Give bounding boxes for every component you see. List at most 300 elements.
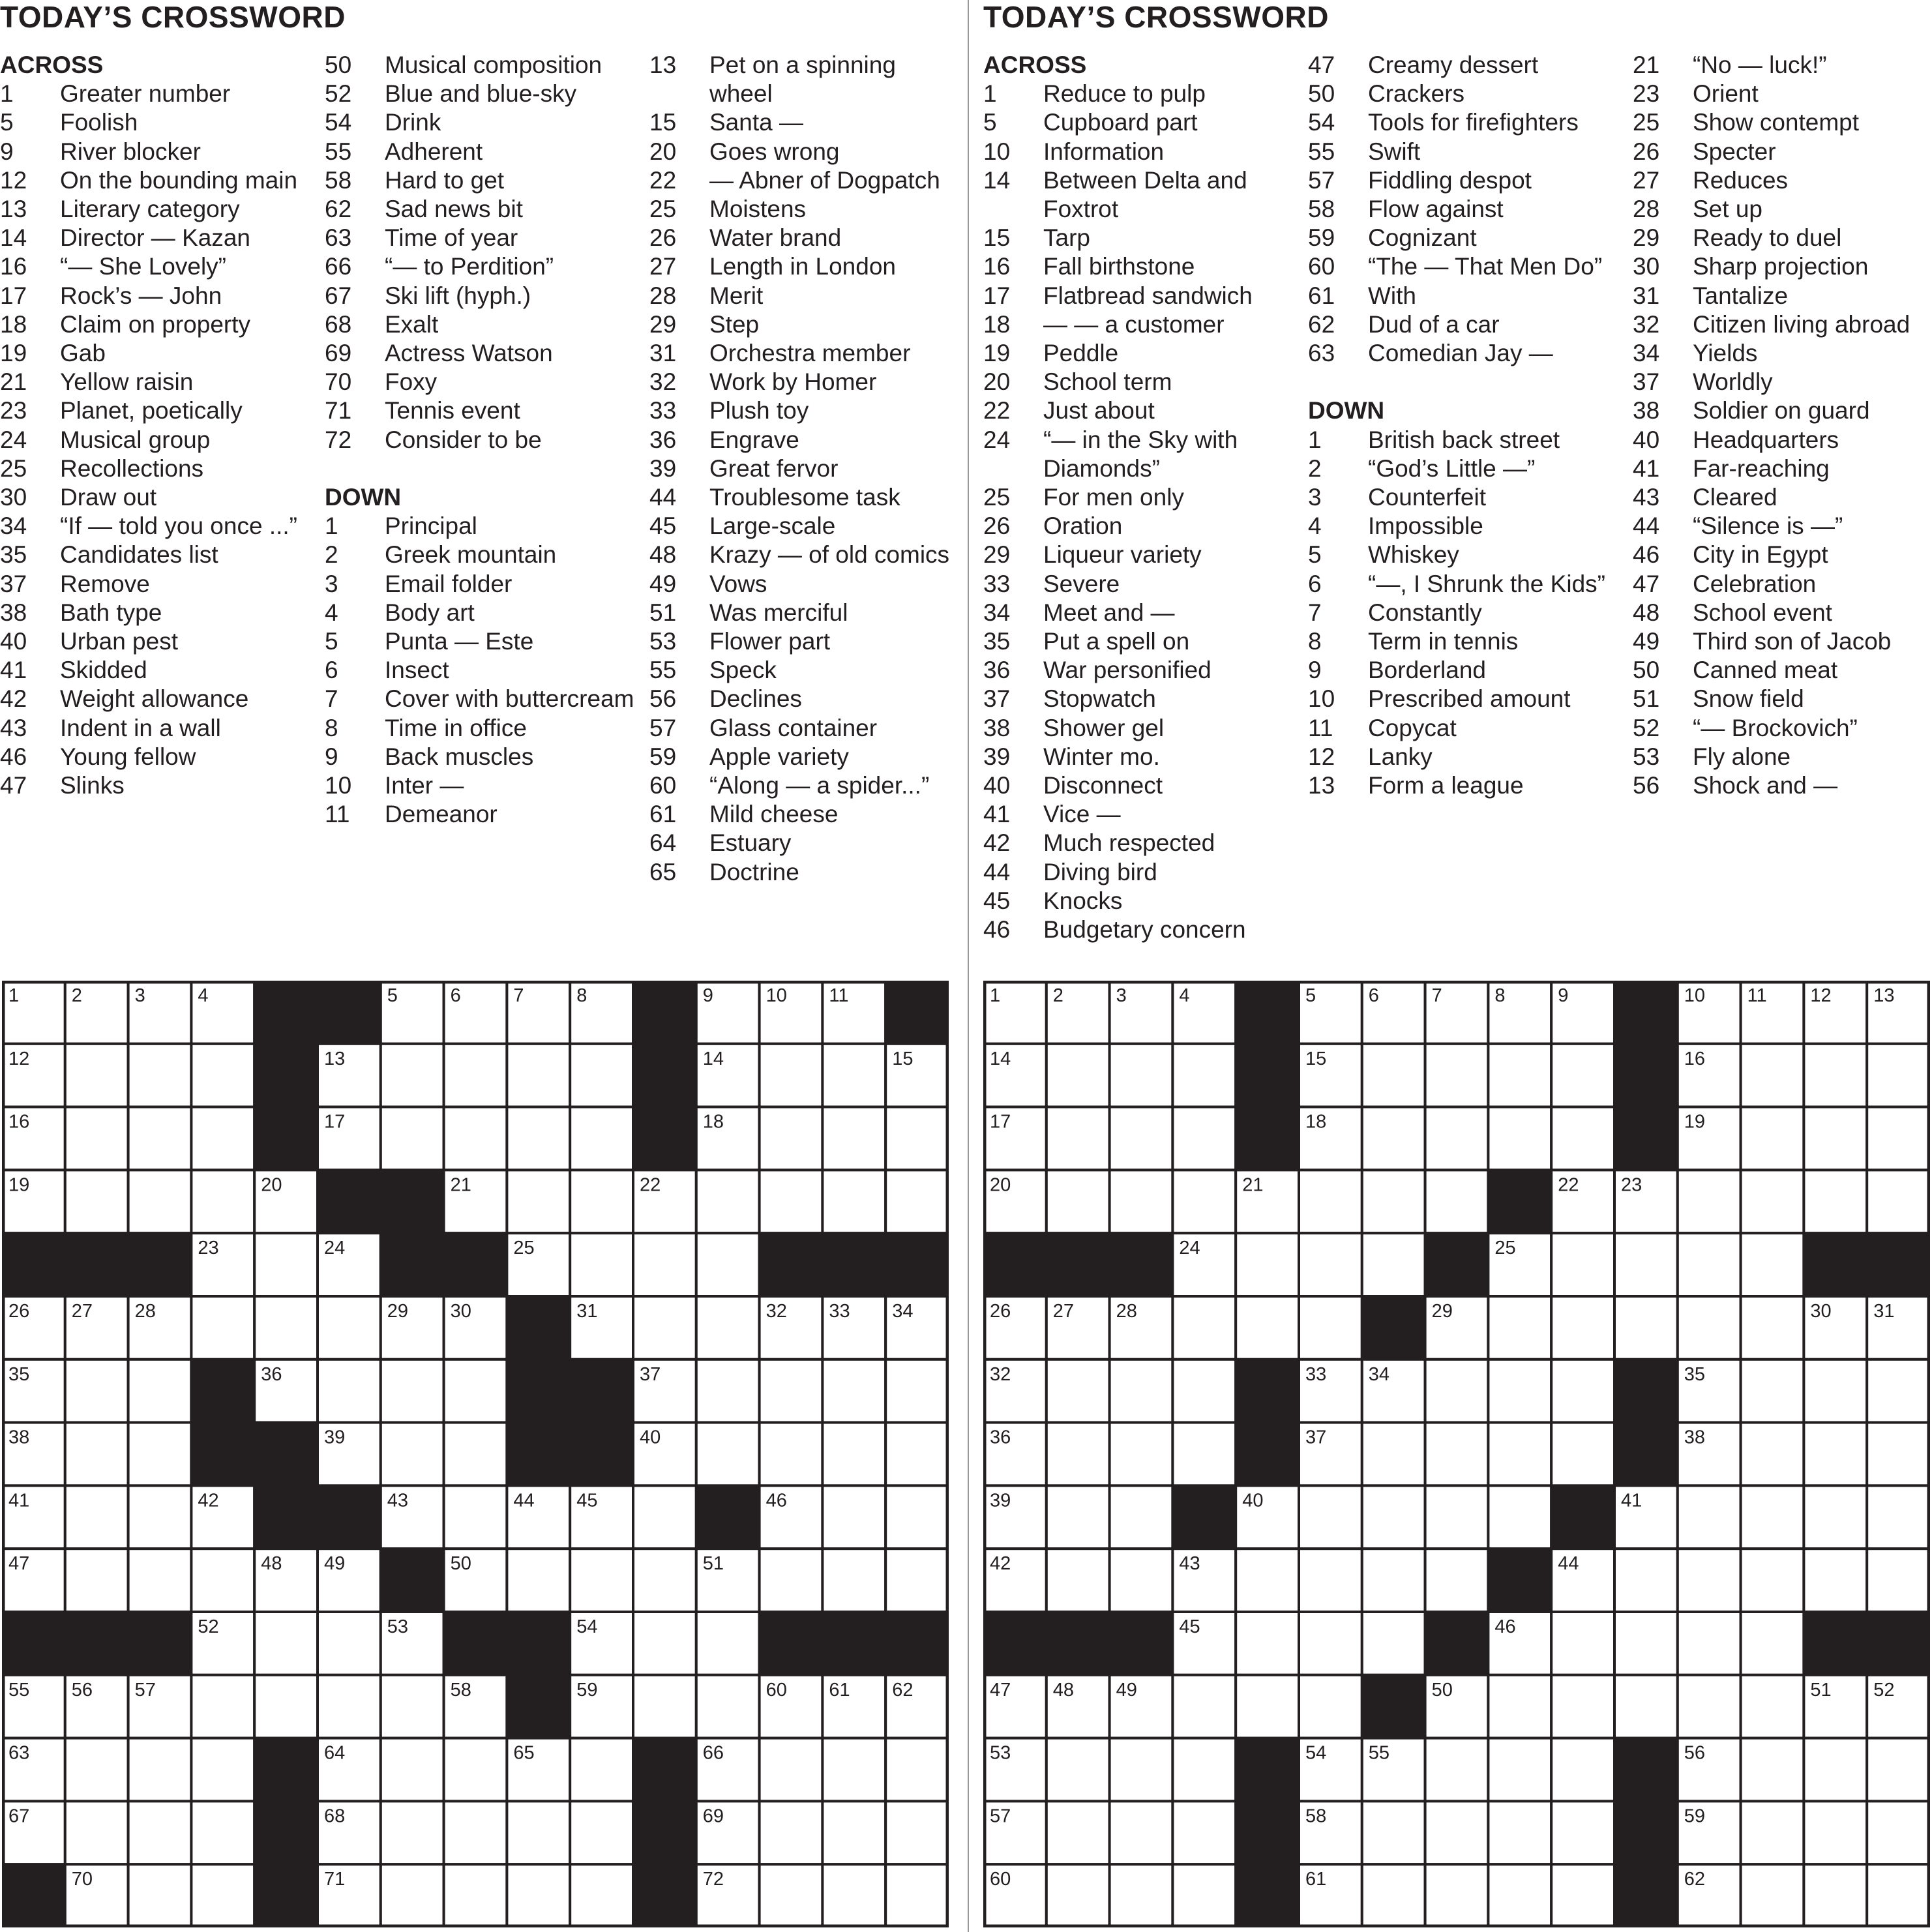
grid-cell[interactable] <box>444 1864 507 1927</box>
clue-text: Remove <box>60 570 150 597</box>
grid-cell[interactable] <box>1804 1170 1867 1233</box>
grid-cell[interactable] <box>128 1864 192 1927</box>
grid-cell[interactable] <box>1804 1864 1867 1927</box>
black-square <box>1236 1864 1299 1927</box>
black-square <box>1614 1738 1678 1802</box>
grid-cell[interactable] <box>1614 1233 1678 1296</box>
grid-cell[interactable] <box>507 1549 570 1612</box>
grid-cell[interactable] <box>65 1360 128 1423</box>
grid-cell[interactable] <box>1047 1170 1110 1233</box>
grid-cell[interactable] <box>1741 1549 1804 1612</box>
grid-cell[interactable] <box>1425 1423 1489 1486</box>
cell-number: 39 <box>324 1427 346 1448</box>
grid-cell[interactable] <box>822 1423 885 1486</box>
grid-cell[interactable] <box>1741 1170 1804 1233</box>
grid-cell[interactable] <box>570 1044 633 1107</box>
clue-down <box>1633 426 1932 454</box>
grid-cell[interactable] <box>633 1612 696 1675</box>
grid-cell[interactable] <box>1425 1044 1489 1107</box>
grid-cell[interactable] <box>65 1738 128 1802</box>
grid-cell[interactable] <box>444 1423 507 1486</box>
clue-text: Work by Homer <box>709 368 877 396</box>
black-square <box>1614 1423 1678 1486</box>
clue-number: 66 <box>325 253 352 280</box>
grid-cell[interactable] <box>65 1423 128 1486</box>
cell-number: 47 <box>8 1553 30 1575</box>
grid-cell[interactable] <box>1488 1296 1551 1360</box>
grid-cell[interactable] <box>1236 1612 1299 1675</box>
grid-cell[interactable] <box>128 1549 192 1612</box>
grid-cell[interactable] <box>1678 1549 1741 1612</box>
grid-cell[interactable] <box>1867 1864 1930 1927</box>
clue-text: Canned meat <box>1693 657 1838 684</box>
grid-cell[interactable] <box>885 1549 949 1612</box>
black-square <box>254 1485 318 1549</box>
grid-cell[interactable] <box>1551 1801 1614 1864</box>
grid-cell[interactable] <box>191 1107 254 1170</box>
grid-cell[interactable] <box>1488 1864 1551 1927</box>
clue-across <box>325 310 644 339</box>
grid-cell[interactable] <box>1551 1675 1614 1738</box>
grid-cell[interactable] <box>507 1107 570 1170</box>
clue-down <box>1633 195 1932 224</box>
grid-cell[interactable] <box>633 1233 696 1296</box>
grid-cell[interactable] <box>1110 1485 1173 1549</box>
grid-cell[interactable] <box>1804 1801 1867 1864</box>
grid-cell[interactable] <box>1867 1107 1930 1170</box>
grid-cell[interactable] <box>444 1801 507 1864</box>
grid-cell[interactable] <box>570 1801 633 1864</box>
clue-text: Principal <box>385 513 477 540</box>
grid-cell[interactable] <box>128 1360 192 1423</box>
grid-cell[interactable] <box>1741 1864 1804 1927</box>
clue-down <box>1633 599 1932 627</box>
grid-cell[interactable] <box>1236 1296 1299 1360</box>
grid-cell[interactable] <box>1425 1360 1489 1423</box>
grid-cell[interactable] <box>191 1675 254 1738</box>
black-square <box>128 1612 192 1675</box>
grid-cell[interactable] <box>65 1549 128 1612</box>
grid-cell[interactable] <box>760 1423 823 1486</box>
grid-cell[interactable] <box>1047 1864 1110 1927</box>
grid-cell[interactable] <box>760 1170 823 1233</box>
grid-cell[interactable] <box>1425 1170 1489 1233</box>
grid-cell[interactable] <box>1488 1107 1551 1170</box>
clue-text: Reduce to pulp <box>1043 80 1206 108</box>
grid-cell[interactable] <box>1299 1170 1362 1233</box>
grid-cell[interactable] <box>254 1675 318 1738</box>
grid-cell[interactable] <box>570 1233 633 1296</box>
black-square <box>254 1801 318 1864</box>
grid-cell[interactable] <box>1425 1864 1489 1927</box>
grid-cell[interactable] <box>444 1107 507 1170</box>
grid-cell[interactable] <box>633 1296 696 1360</box>
grid-cell[interactable] <box>1047 1485 1110 1549</box>
grid-cell[interactable] <box>696 1423 760 1486</box>
grid-cell[interactable] <box>760 1044 823 1107</box>
grid-cell[interactable] <box>1299 1549 1362 1612</box>
clue-text: Glass container <box>709 714 878 741</box>
cell-number: 30 <box>450 1301 471 1322</box>
grid-cell[interactable] <box>822 1738 885 1802</box>
grid-cell[interactable] <box>1488 1044 1551 1107</box>
grid-cell[interactable] <box>381 1423 444 1486</box>
grid-cell[interactable] <box>822 1170 885 1233</box>
grid-cell[interactable] <box>1741 1485 1804 1549</box>
grid-cell[interactable] <box>254 1612 318 1675</box>
grid-cell[interactable] <box>1678 1233 1741 1296</box>
grid-cell[interactable] <box>1551 1296 1614 1360</box>
grid-cell[interactable] <box>318 1612 381 1675</box>
grid-cell[interactable] <box>65 1485 128 1549</box>
grid-cell[interactable] <box>885 1170 949 1233</box>
grid-cell[interactable] <box>1362 1423 1425 1486</box>
grid-cell[interactable] <box>885 1801 949 1864</box>
grid-cell[interactable] <box>1110 1864 1173 1927</box>
grid-cell[interactable] <box>570 1738 633 1802</box>
clue-number: 62 <box>1308 310 1335 338</box>
grid-cell[interactable] <box>507 1044 570 1107</box>
grid-cell[interactable] <box>633 1485 696 1549</box>
grid-cell[interactable] <box>1362 1233 1425 1296</box>
clue-text: Skidded <box>60 657 147 684</box>
grid-cell[interactable] <box>1867 1044 1930 1107</box>
grid-cell[interactable] <box>696 1675 760 1738</box>
grid-cell[interactable] <box>128 1423 192 1486</box>
grid-cell[interactable] <box>1551 1360 1614 1423</box>
grid-cell[interactable] <box>318 1296 381 1360</box>
grid-cell[interactable] <box>444 1485 507 1549</box>
grid-cell[interactable] <box>1110 1170 1173 1233</box>
crossword-grid <box>2 981 949 1927</box>
clue-down <box>1633 51 1932 80</box>
grid-cell[interactable] <box>1236 1233 1299 1296</box>
grid-cell[interactable] <box>1172 1864 1236 1927</box>
grid-cell[interactable] <box>760 1549 823 1612</box>
grid-cell[interactable] <box>885 1423 949 1486</box>
grid-cell[interactable] <box>885 1485 949 1549</box>
grid-cell[interactable] <box>1299 1233 1362 1296</box>
grid-cell[interactable] <box>1110 1044 1173 1107</box>
grid-cell[interactable] <box>191 1296 254 1360</box>
cell-number: 27 <box>1052 1301 1075 1322</box>
grid-cell[interactable] <box>1867 1423 1930 1486</box>
grid-cell[interactable] <box>1614 1675 1678 1738</box>
grid-cell[interactable] <box>1047 1738 1110 1802</box>
grid-cell[interactable] <box>65 1044 128 1107</box>
grid-cell[interactable] <box>1047 1801 1110 1864</box>
black-square <box>1110 1233 1173 1296</box>
grid-cell[interactable] <box>1362 1107 1425 1170</box>
grid-cell[interactable] <box>1678 1170 1741 1233</box>
grid-cell[interactable] <box>885 1864 949 1927</box>
grid-cell[interactable] <box>1425 1738 1489 1802</box>
clue-text: “— to Perdition” <box>385 253 554 280</box>
cell-number: 25 <box>1494 1238 1516 1259</box>
grid-cell[interactable] <box>1741 1801 1804 1864</box>
grid-cell[interactable] <box>1110 1738 1173 1802</box>
grid-cell[interactable] <box>570 1864 633 1927</box>
grid-cell[interactable] <box>1172 1738 1236 1802</box>
grid-cell[interactable] <box>1741 1738 1804 1802</box>
grid-cell[interactable] <box>1867 1170 1930 1233</box>
grid-cell[interactable] <box>696 1360 760 1423</box>
clue-across <box>0 339 320 368</box>
grid-cell[interactable] <box>1172 1170 1236 1233</box>
grid-cell[interactable] <box>1741 1233 1804 1296</box>
cell-number: 62 <box>1684 1869 1706 1890</box>
grid-cell[interactable] <box>1551 1423 1614 1486</box>
grid-cell[interactable] <box>1678 1675 1741 1738</box>
grid-cell[interactable] <box>1362 1044 1425 1107</box>
grid-cell[interactable] <box>128 1107 192 1170</box>
grid-cell[interactable] <box>1867 1360 1930 1423</box>
grid-cell[interactable] <box>128 1738 192 1802</box>
grid-cell[interactable] <box>254 1233 318 1296</box>
grid-cell[interactable] <box>1804 1360 1867 1423</box>
grid-cell[interactable] <box>1741 1044 1804 1107</box>
grid-cell[interactable] <box>1362 1801 1425 1864</box>
grid-cell[interactable] <box>1551 1738 1614 1802</box>
cell-number: 21 <box>450 1174 471 1196</box>
cell-number: 40 <box>1242 1490 1264 1511</box>
grid-cell[interactable] <box>1551 1233 1614 1296</box>
grid-cell[interactable] <box>381 1801 444 1864</box>
grid-cell[interactable] <box>1741 1423 1804 1486</box>
grid-cell[interactable] <box>1172 1360 1236 1423</box>
grid-cell[interactable] <box>1804 1549 1867 1612</box>
grid-cell[interactable] <box>1172 1044 1236 1107</box>
grid-cell[interactable] <box>1425 1801 1489 1864</box>
grid-cell[interactable] <box>696 1170 760 1233</box>
grid-cell[interactable] <box>570 1107 633 1170</box>
grid-cell[interactable] <box>381 1864 444 1927</box>
grid-cell[interactable] <box>1047 1423 1110 1486</box>
grid-cell[interactable] <box>1362 1170 1425 1233</box>
grid-cell[interactable] <box>1488 1423 1551 1486</box>
grid-cell[interactable] <box>1614 1612 1678 1675</box>
cell-number: 38 <box>1684 1427 1706 1448</box>
grid-cell[interactable] <box>381 1675 444 1738</box>
cell-number: 5 <box>1305 985 1316 1006</box>
grid-cell[interactable] <box>1488 1801 1551 1864</box>
grid-cell[interactable] <box>570 1170 633 1233</box>
cell-number: 7 <box>1431 985 1442 1006</box>
grid-cell[interactable] <box>1678 1296 1741 1360</box>
grid-cell[interactable] <box>885 1738 949 1802</box>
grid-cell[interactable] <box>1172 1675 1236 1738</box>
grid-cell[interactable] <box>1362 1612 1425 1675</box>
cell-number: 62 <box>892 1679 914 1701</box>
grid-cell[interactable] <box>1299 1612 1362 1675</box>
grid-cell[interactable] <box>381 1738 444 1802</box>
grid-cell[interactable] <box>570 1549 633 1612</box>
grid-cell[interactable] <box>1551 1864 1614 1927</box>
cell-number: 11 <box>1747 985 1767 1006</box>
clue-number: 20 <box>649 138 677 165</box>
grid-cell[interactable] <box>1614 1549 1678 1612</box>
grid-cell[interactable] <box>1551 1107 1614 1170</box>
grid-cell[interactable] <box>1110 1549 1173 1612</box>
grid-cell[interactable] <box>822 1801 885 1864</box>
grid-cell[interactable] <box>444 1738 507 1802</box>
grid-cell[interactable] <box>507 1170 570 1233</box>
grid-cell[interactable] <box>1172 1423 1236 1486</box>
grid-cell[interactable] <box>1551 1044 1614 1107</box>
grid-cell[interactable] <box>1804 1107 1867 1170</box>
grid-cell[interactable] <box>1488 1738 1551 1802</box>
grid-cell[interactable] <box>65 1801 128 1864</box>
grid-cell[interactable] <box>1425 1107 1489 1170</box>
clue-number: 43 <box>1633 484 1660 511</box>
grid-cell[interactable] <box>760 1107 823 1170</box>
clue-number: 67 <box>325 282 352 309</box>
grid-cell[interactable] <box>318 1360 381 1423</box>
grid-cell[interactable] <box>1867 1801 1930 1864</box>
clue-text: Dud of a car <box>1368 310 1500 338</box>
clue-number: 1 <box>983 80 997 108</box>
clue-across <box>325 166 644 195</box>
black-square <box>1425 1233 1489 1296</box>
grid-cell[interactable] <box>318 1675 381 1738</box>
grid-cell[interactable] <box>1488 1360 1551 1423</box>
grid-cell[interactable] <box>1678 1612 1741 1675</box>
grid-cell[interactable] <box>1741 1675 1804 1738</box>
grid-cell[interactable] <box>1741 1360 1804 1423</box>
clue-text: “Along — a spider...” <box>709 772 930 799</box>
grid-cell[interactable] <box>822 1107 885 1170</box>
grid-cell[interactable] <box>1172 1296 1236 1360</box>
grid-cell[interactable] <box>1236 1549 1299 1612</box>
grid-cell[interactable] <box>1047 1360 1110 1423</box>
grid-cell[interactable] <box>128 1801 192 1864</box>
clue-text: Foolish <box>60 109 138 136</box>
grid-cell[interactable] <box>1741 1296 1804 1360</box>
grid-cell[interactable] <box>191 1170 254 1233</box>
grid-cell[interactable] <box>885 1107 949 1170</box>
grid-cell[interactable] <box>1867 1485 1930 1549</box>
grid-cell[interactable] <box>1110 1801 1173 1864</box>
clue-down <box>325 541 644 569</box>
grid-cell[interactable] <box>760 1738 823 1802</box>
grid-cell[interactable] <box>633 1675 696 1738</box>
grid-cell[interactable] <box>128 1170 192 1233</box>
grid-cell[interactable] <box>444 1044 507 1107</box>
grid-cell[interactable] <box>1047 1107 1110 1170</box>
grid-cell[interactable] <box>1110 1423 1173 1486</box>
grid-cell[interactable] <box>760 1801 823 1864</box>
clue-number: 42 <box>0 685 27 713</box>
grid-cell[interactable] <box>822 1360 885 1423</box>
grid-cell[interactable] <box>822 1485 885 1549</box>
grid-cell[interactable] <box>1867 1549 1930 1612</box>
clue-number: 68 <box>325 310 352 338</box>
grid-cell[interactable] <box>1804 1423 1867 1486</box>
grid-cell[interactable] <box>1110 1107 1173 1170</box>
grid-cell[interactable] <box>1804 1044 1867 1107</box>
grid-cell[interactable] <box>1551 1612 1614 1675</box>
clue-number: 34 <box>0 513 27 540</box>
grid-cell[interactable] <box>191 1044 254 1107</box>
cell-number: 45 <box>1179 1616 1200 1637</box>
grid-cell[interactable] <box>507 1864 570 1927</box>
clue-number: 59 <box>1308 224 1335 252</box>
cell-number: 26 <box>8 1301 30 1322</box>
grid-cell[interactable] <box>1047 1549 1110 1612</box>
grid-cell[interactable] <box>760 1864 823 1927</box>
clue-text: Plush toy <box>709 397 809 424</box>
grid-cell[interactable] <box>760 1360 823 1423</box>
cell-number: 67 <box>8 1806 30 1827</box>
grid-cell[interactable] <box>1236 1675 1299 1738</box>
grid-cell[interactable] <box>1867 1738 1930 1802</box>
grid-cell[interactable] <box>1299 1485 1362 1549</box>
grid-cell[interactable] <box>1425 1549 1489 1612</box>
grid-cell[interactable] <box>1362 1549 1425 1612</box>
crossword-puzzle-2 <box>983 0 1932 1932</box>
clue-down <box>1633 252 1932 281</box>
grid-cell[interactable] <box>65 1107 128 1170</box>
clue-number: 18 <box>983 310 1011 338</box>
grid-cell[interactable] <box>381 1360 444 1423</box>
grid-cell[interactable] <box>1488 1485 1551 1549</box>
grid-cell[interactable] <box>1172 1801 1236 1864</box>
grid-cell[interactable] <box>1488 1675 1551 1738</box>
grid-cell[interactable] <box>1804 1485 1867 1549</box>
clue-across <box>0 138 320 166</box>
grid-cell[interactable] <box>1362 1485 1425 1549</box>
grid-cell[interactable] <box>1804 1738 1867 1802</box>
clue-down <box>1308 570 1627 599</box>
grid-cell[interactable] <box>1425 1485 1489 1549</box>
grid-cell[interactable] <box>696 1612 760 1675</box>
grid-cell[interactable] <box>1678 1485 1741 1549</box>
grid-cell[interactable] <box>191 1549 254 1612</box>
grid-cell[interactable] <box>1047 1044 1110 1107</box>
grid-cell[interactable] <box>381 1044 444 1107</box>
grid-cell[interactable] <box>1110 1360 1173 1423</box>
grid-cell[interactable] <box>381 1107 444 1170</box>
grid-cell[interactable] <box>191 1864 254 1927</box>
grid-cell[interactable] <box>65 1170 128 1233</box>
grid-cell[interactable] <box>191 1738 254 1802</box>
grid-cell[interactable] <box>1299 1296 1362 1360</box>
clue-text: Merit <box>709 282 764 309</box>
grid-cell[interactable] <box>885 1360 949 1423</box>
cell-number: 42 <box>990 1553 1011 1575</box>
grid-cell[interactable] <box>696 1233 760 1296</box>
grid-cell[interactable] <box>444 1360 507 1423</box>
grid-cell[interactable] <box>1172 1107 1236 1170</box>
grid-cell[interactable] <box>128 1044 192 1107</box>
grid-cell[interactable] <box>507 1801 570 1864</box>
grid-cell[interactable] <box>822 1044 885 1107</box>
grid-cell[interactable] <box>633 1549 696 1612</box>
grid-cell[interactable] <box>191 1801 254 1864</box>
grid-cell[interactable] <box>254 1296 318 1360</box>
grid-cell[interactable] <box>1741 1107 1804 1170</box>
grid-cell[interactable] <box>1614 1296 1678 1360</box>
grid-cell[interactable] <box>1299 1675 1362 1738</box>
grid-cell[interactable] <box>128 1485 192 1549</box>
clue-text: Musical composition <box>385 52 602 78</box>
clue-number: 16 <box>983 253 1011 280</box>
grid-cell[interactable] <box>1741 1612 1804 1675</box>
grid-cell[interactable] <box>1362 1864 1425 1927</box>
grid-cell[interactable] <box>822 1549 885 1612</box>
grid-cell[interactable] <box>822 1864 885 1927</box>
grid-cell[interactable] <box>696 1296 760 1360</box>
